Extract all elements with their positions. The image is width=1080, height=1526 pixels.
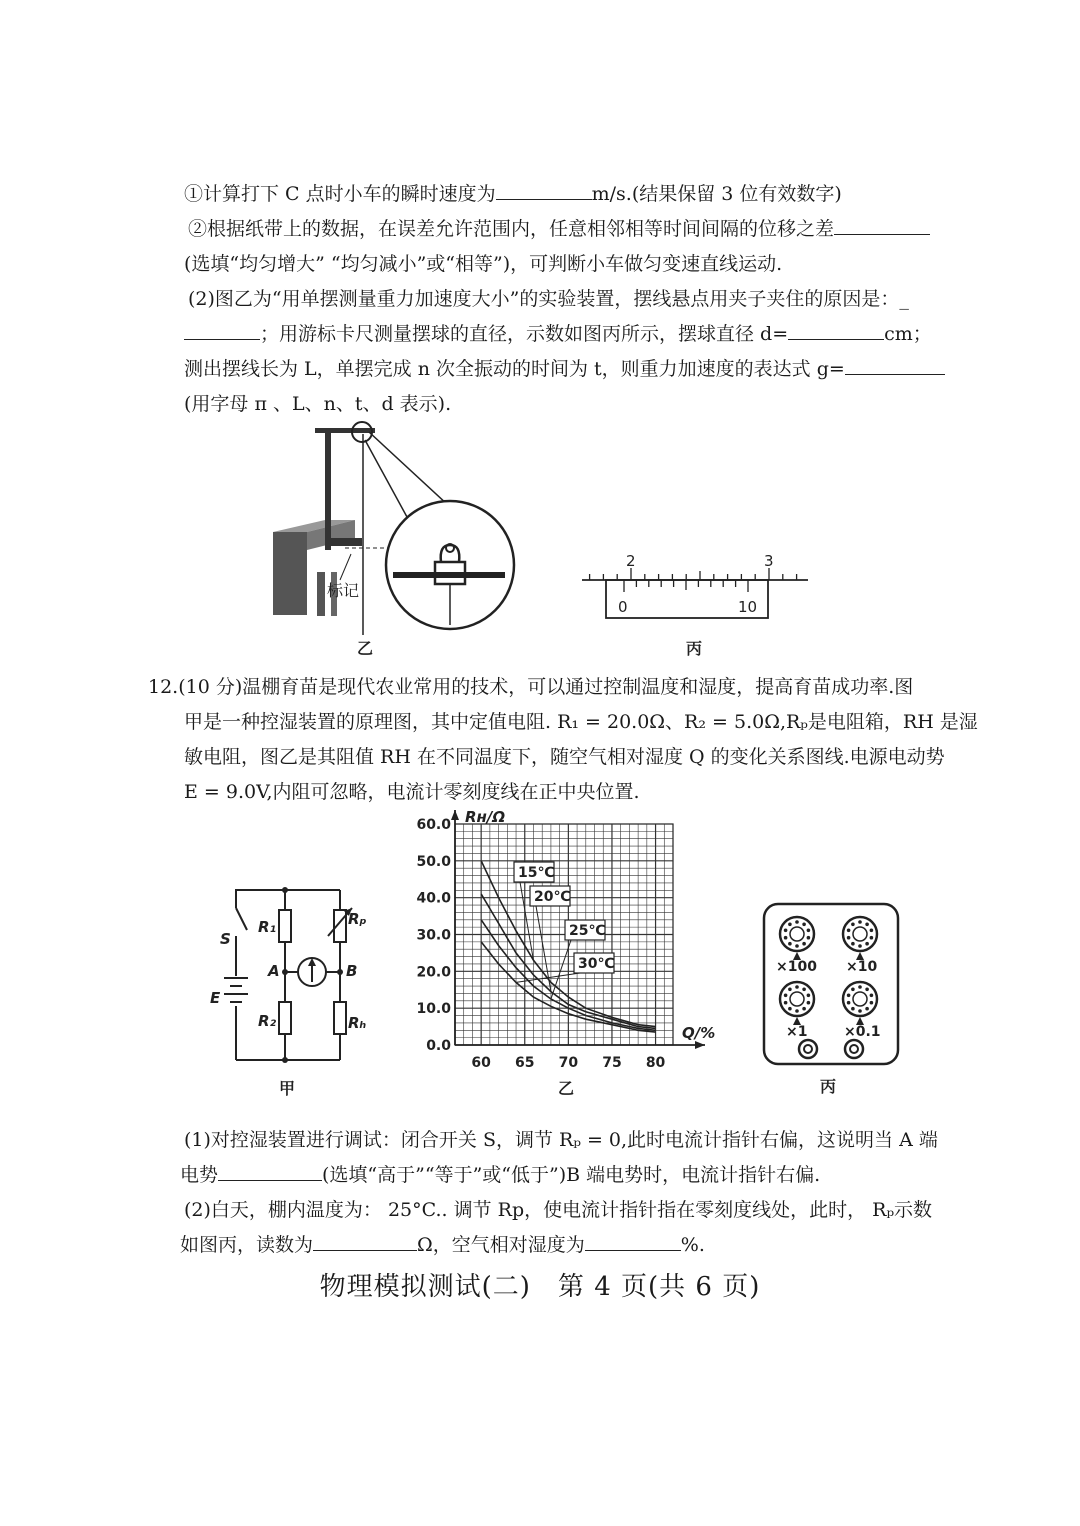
- label-B: B: [346, 962, 358, 980]
- main-scale-label-2: 2: [626, 552, 636, 570]
- dial-digit-mark: [784, 936, 788, 940]
- dial-digit-mark: [788, 942, 792, 946]
- q11-line-1: [184, 181, 842, 207]
- resistance-box-figure: [758, 898, 906, 1098]
- main-scale-label-3: 3: [764, 552, 774, 570]
- multiplier-10: ×10: [846, 959, 878, 975]
- answer-blank-resistance-reading[interactable]: [313, 1232, 417, 1251]
- chart-y-tick-label: 10.0: [416, 1001, 451, 1018]
- dial-digit-mark: [865, 942, 869, 946]
- caption-jia: 甲: [279, 1079, 296, 1098]
- chart-x-tick-label: 80: [645, 1055, 666, 1071]
- chart-y-tick-label: 60.0: [416, 817, 451, 833]
- q12-line-4: E = 9.0V,内阻可忽略，电流计零刻度线在正中央位置.: [184, 781, 640, 803]
- dial-hub: [790, 992, 804, 1006]
- answer-blank-displacement[interactable]: [834, 216, 930, 235]
- stand-arm: [315, 428, 375, 433]
- dial-digit-mark: [802, 942, 806, 946]
- dial-digit-mark: [847, 994, 851, 998]
- answer-blank-diameter[interactable]: [788, 321, 884, 340]
- q11-l5a: ；用游标卡尺测量摆球的直径，示数如图丙所示，摆球直径 d=: [260, 323, 789, 345]
- caption-bing-box: 丙: [820, 1077, 837, 1096]
- chart-y-tick-label: 0.0: [426, 1038, 451, 1054]
- answer-blank-clip-reason[interactable]: [184, 321, 260, 340]
- dial-digit-mark: [870, 929, 874, 933]
- answer-blank-potential[interactable]: [218, 1162, 322, 1181]
- chart-x-tick-label: 65: [515, 1055, 535, 1071]
- label-mark: 标记: [327, 581, 360, 600]
- q11-line-7: (用字母 π 、L、n、t、d 表示).: [184, 393, 452, 415]
- dial-digit-mark: [784, 1001, 788, 1005]
- chart-y-tick-label: 30.0: [416, 927, 451, 944]
- chart-x-axis-arrow: [695, 1041, 705, 1049]
- label-A: A: [268, 962, 280, 980]
- dial-digit-mark: [795, 944, 799, 948]
- label-R2: R₂: [258, 1012, 277, 1030]
- q11-line-3: (选填“均匀增大” “均匀减小”或“相等”)，可判断小车做匀变速直线运动.: [184, 253, 783, 275]
- dial-digit-mark: [851, 942, 855, 946]
- vernier-label-0: 0: [618, 598, 628, 616]
- q12-s2b: 如图丙，读数为: [180, 1234, 314, 1256]
- q11-l2: ②根据纸带上的数据，在误差允许范围内，任意相邻相等时间间隔的位移之差: [188, 218, 835, 240]
- chart-caption: 乙: [558, 1079, 575, 1098]
- q12-line-2: 甲是一种控湿装置的原理图，其中定值电阻. R₁ = 20.0Ω、R₂ = 5.0Ω,Rₚ是电阻箱，RH 是湿: [184, 711, 978, 733]
- table-side: [273, 532, 307, 615]
- dial-digit-mark: [807, 1001, 811, 1005]
- dial-digit-mark: [851, 923, 855, 927]
- label-RH: Rₕ: [348, 1014, 367, 1032]
- chart-x-tick-label: 60: [471, 1055, 491, 1071]
- dial-digit-mark: [788, 988, 792, 992]
- chart-y-tick-label: 50.0: [416, 853, 451, 870]
- dial-digit-mark: [802, 923, 806, 927]
- vernier-scale-ticks: [624, 580, 748, 592]
- label-S: S: [220, 930, 231, 948]
- dial-hub: [790, 927, 804, 941]
- q11-line-2: [188, 216, 930, 242]
- dial-digit-mark: [865, 1007, 869, 1011]
- dial-digit-mark: [851, 988, 855, 992]
- dial-digit-mark: [784, 994, 788, 998]
- circuit-diagram: [200, 878, 380, 1100]
- stand-pole: [325, 430, 331, 550]
- q12-s1b: 电势: [180, 1164, 219, 1186]
- label-E: E: [210, 989, 221, 1007]
- multiplier-100: ×100: [776, 959, 817, 975]
- dial-digit-mark: [870, 936, 874, 940]
- q12-line-1: 12.(10 分)温棚育苗是现代农业常用的技术，可以通过控制温度和湿度，提高育苗成功率.图: [148, 676, 914, 698]
- q11-line-4: (2)图乙为“用单摆测量重力加速度大小”的实验装置，摆线悬点用夹子夹住的原因是：_: [188, 288, 909, 310]
- dial-digit-mark: [865, 988, 869, 992]
- dial-digit-mark: [851, 1007, 855, 1011]
- dial-digit-mark: [807, 994, 811, 998]
- dial-digit-mark: [858, 944, 862, 948]
- q11-l6: 测出摆线长为 L，单摆完成 n 次全振动的时间为 t，则重力加速度的表达式 g=: [184, 358, 845, 380]
- dial-digit-mark: [847, 936, 851, 940]
- pendulum-apparatus-figure: [265, 420, 525, 660]
- chart-y-tick-label: 20.0: [416, 964, 451, 981]
- label-R1: R₁: [258, 918, 277, 936]
- q11-l5b: cm；: [884, 323, 932, 345]
- series-label: 20℃: [534, 889, 571, 905]
- chart-x-tick-label: 75: [602, 1055, 622, 1071]
- answer-blank-speed[interactable]: [496, 181, 592, 200]
- dial-digit-mark: [807, 929, 811, 933]
- vernier-caliper-figure: [578, 548, 818, 660]
- q11-line-6: [184, 356, 945, 382]
- dial-digit-mark: [795, 1009, 799, 1013]
- chart-x-axis-label: Q/%: [682, 1024, 716, 1042]
- dial-hub: [853, 992, 867, 1006]
- humidity-resistance-chart: [405, 802, 725, 1102]
- dial-digit-mark: [802, 1007, 806, 1011]
- dial-digit-mark: [784, 929, 788, 933]
- chart-y-axis-arrow: [451, 810, 459, 820]
- q12-sub2-line-1: (2)白天，棚内温度为： 25°C.. 调节 Rp，使电流计指针指在零刻度线处，此时， Rₚ示数: [184, 1199, 933, 1221]
- q12-s2c: Ω，空气相对湿度为: [417, 1234, 585, 1256]
- page-footer: 物理模拟测试(二) 第 4 页(共 6 页): [319, 1272, 761, 1302]
- label-Rp: Rₚ: [348, 910, 367, 928]
- dial-hub: [853, 927, 867, 941]
- chart-x-tick-label: 70: [558, 1055, 579, 1071]
- q11-line-5: [184, 321, 932, 347]
- series-label: 25℃: [569, 923, 606, 939]
- q12-s2d: %.: [680, 1234, 705, 1256]
- q11-l1a: ①计算打下 C 点时小车的瞬时速度为: [184, 183, 496, 205]
- q12-sub1-line-2: [180, 1162, 820, 1188]
- dial-digit-mark: [865, 923, 869, 927]
- dial-digit-mark: [807, 936, 811, 940]
- caption-yi: 乙: [357, 639, 374, 658]
- q12-s1c: (选填“高于”“等于”或“低于”)B 端电势时，电流计指针右偏.: [322, 1164, 821, 1186]
- series-label: 15℃: [518, 865, 555, 881]
- dial-digit-mark: [870, 994, 874, 998]
- caption-bing-top: 丙: [686, 639, 703, 658]
- dial-digit-mark: [847, 929, 851, 933]
- dial-digit-mark: [795, 920, 799, 924]
- dial-digit-mark: [858, 920, 862, 924]
- vernier-label-10: 10: [738, 598, 758, 616]
- dial-digit-mark: [802, 988, 806, 992]
- dial-digit-mark: [870, 1001, 874, 1005]
- answer-blank-humidity[interactable]: [585, 1232, 681, 1251]
- q12-line-3: 敏电阻，图乙是其阻值 RH 在不同温度下，随空气相对湿度 Q 的变化关系图线.电源电动势: [184, 746, 945, 768]
- dial-digit-mark: [858, 1009, 862, 1013]
- q11-l1b: m/s.(结果保留 3 位有效数字): [591, 183, 842, 205]
- dial-digit-mark: [795, 985, 799, 989]
- dial-digit-mark: [788, 1007, 792, 1011]
- series-label: 30℃: [578, 956, 615, 972]
- q12-sub1-line-1: (1)对控湿装置进行调试：闭合开关 S，调节 Rₚ = 0,此时电流计指针右偏，这说明当 A 端: [184, 1129, 938, 1151]
- multiplier-0.1: ×0.1: [844, 1024, 881, 1040]
- chart-y-tick-label: 40.0: [416, 890, 451, 907]
- answer-blank-g[interactable]: [845, 356, 945, 375]
- dial-digit-mark: [847, 1001, 851, 1005]
- dial-digit-mark: [858, 985, 862, 989]
- dial-digit-mark: [788, 923, 792, 927]
- chart-y-axis-label: Rн/Ω: [465, 808, 506, 826]
- multiplier-1: ×1: [786, 1024, 808, 1040]
- q12-sub2-line-2: [180, 1232, 705, 1258]
